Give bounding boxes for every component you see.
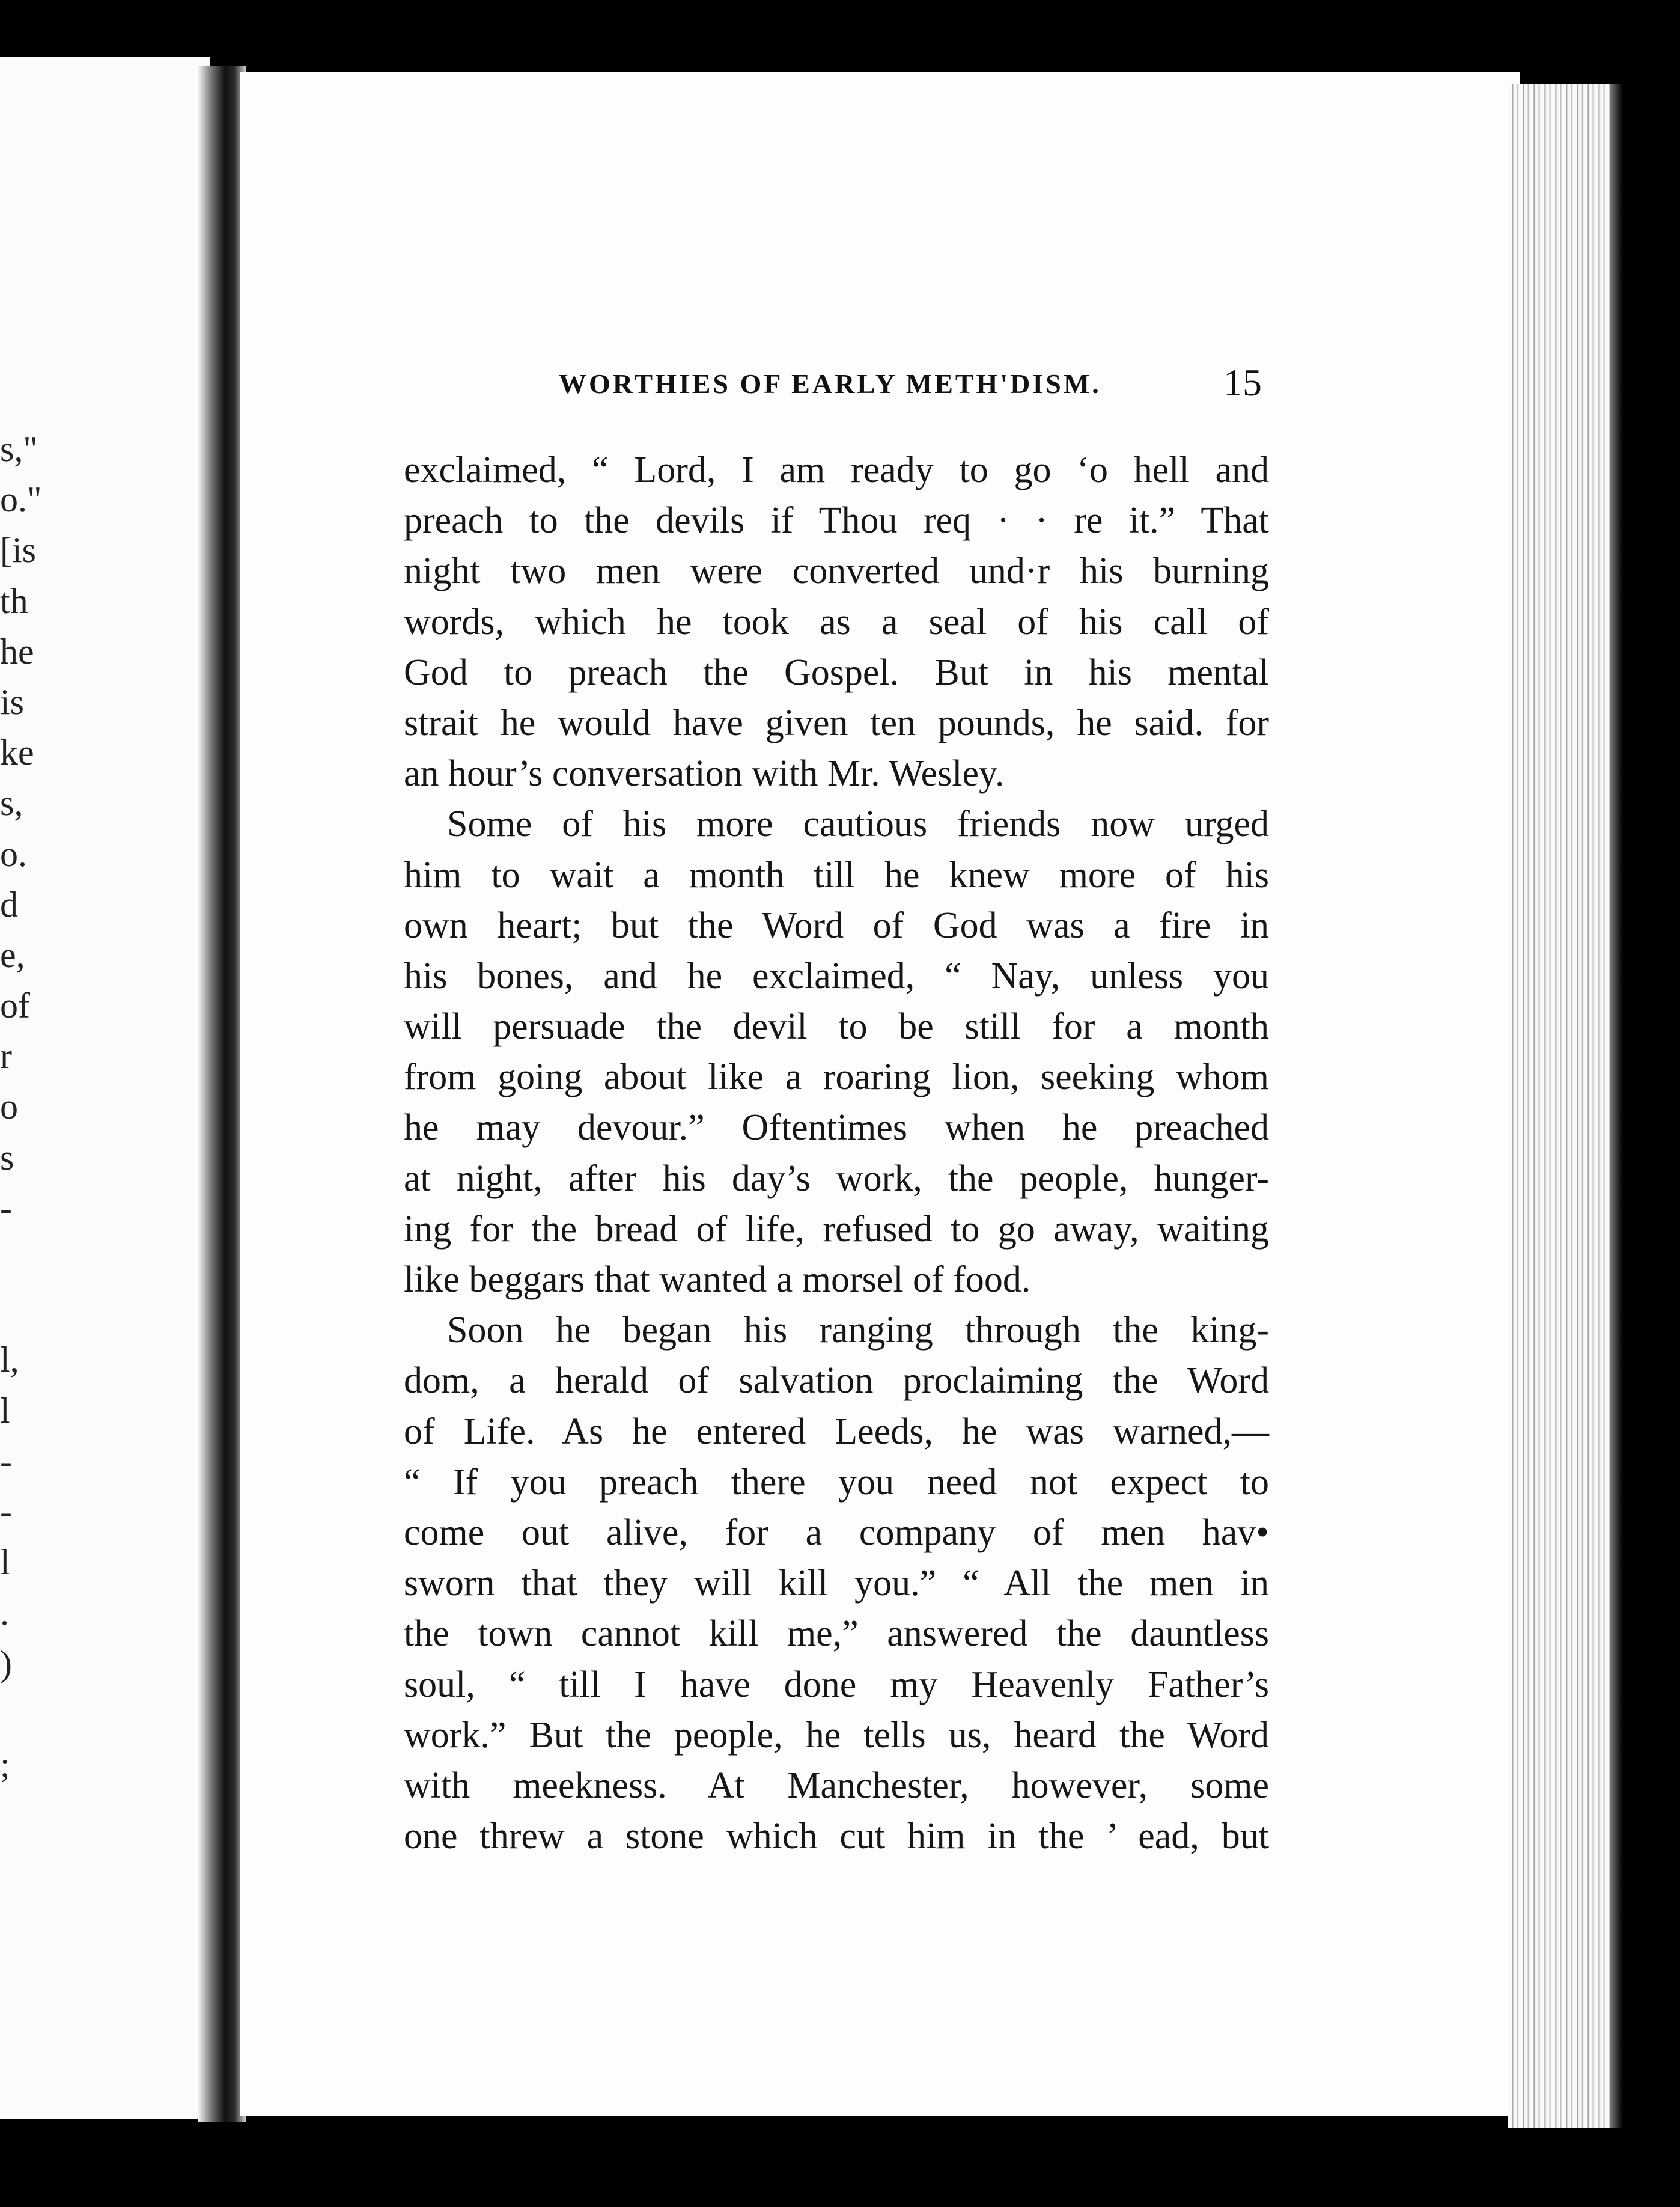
- left-fragment: l: [0, 1390, 10, 1430]
- book-gutter-shadow: [198, 66, 246, 2122]
- left-fragment: is: [0, 682, 25, 722]
- left-fragment: r: [0, 1036, 12, 1076]
- left-fragment: s,: [0, 783, 23, 823]
- left-fragment: o: [0, 1087, 18, 1127]
- text-line: God to preach the Gospel. But in his mental: [404, 652, 1269, 693]
- text-line: Some of his more cautious friends now urged: [447, 804, 1269, 845]
- left-fragment: he: [0, 631, 34, 671]
- text-line: work.” But the people, he tells us, heard the Word: [404, 1714, 1269, 1756]
- left-fragment: ;: [0, 1744, 10, 1784]
- text-line: will persuade the devil to be still for a month: [404, 1006, 1269, 1048]
- text-line: come out alive, for a company of men hav•: [404, 1512, 1269, 1553]
- page-edge-shadow: [1610, 84, 1622, 2128]
- text-line: own heart; but the Word of God was a fire in: [404, 905, 1269, 946]
- left-fragment: [0, 1840, 78, 1891]
- text-line: like beggars that wanted a morsel of food.: [404, 1259, 1031, 1300]
- left-fragment: ): [0, 1643, 12, 1683]
- text-line: one threw a stone which cut him in the ’ ead, but: [404, 1816, 1269, 1857]
- left-fragment: .: [0, 1593, 9, 1633]
- left-fragment: -: [0, 1188, 12, 1228]
- text-line: strait he would have given ten pounds, he said. for: [404, 702, 1269, 743]
- text-line: from going about like a roaring lion, seeking whom: [404, 1057, 1269, 1098]
- left-fragment: o.: [0, 834, 27, 874]
- left-fragment: th: [0, 581, 28, 621]
- left-fragment: [0, 1233, 78, 1284]
- text-line: ing for the bread of life, refused to go away, waiting: [404, 1208, 1269, 1250]
- page-number: 15: [1223, 361, 1262, 404]
- text-line: he may devour.” Oftentimes when he preached: [404, 1107, 1269, 1149]
- text-line: soul, “ till I have done my Heavenly Father’s: [404, 1664, 1269, 1705]
- text-line: the town cannot kill me,” answered the dauntless: [404, 1613, 1269, 1655]
- text-line: with meekness. At Manchester, however, some: [404, 1765, 1269, 1806]
- text-line: at night, after his day’s work, the people, hunger-: [404, 1158, 1269, 1199]
- left-fragment: of: [0, 986, 30, 1026]
- left-fragment: d: [0, 884, 18, 924]
- left-fragment: [0, 1790, 78, 1840]
- header-title: WORTHIES OF EARLY METH'DISM.: [559, 368, 1101, 399]
- running-header: [553, 361, 1274, 409]
- text-line: night two men were converted und·r his burning: [404, 551, 1269, 592]
- left-fragment: [is: [0, 530, 36, 570]
- text-line: “ If you preach there you need not expect to: [404, 1461, 1269, 1503]
- left-fragment: e,: [0, 935, 25, 975]
- text-line: preach to the devils if Thou req · · re it.” That: [404, 500, 1269, 542]
- left-fragment: [0, 1284, 78, 1334]
- left-fragment: [0, 1891, 78, 1941]
- text-line: an hour’s conversation with Mr. Wesley.: [404, 753, 1005, 795]
- left-fragment: [0, 1689, 78, 1739]
- text-line: dom, a herald of salvation proclaiming the Word: [404, 1360, 1269, 1402]
- text-line: of Life. As he entered Leeds, he was warned,—: [404, 1411, 1269, 1452]
- left-fragment: s: [0, 1137, 14, 1177]
- left-fragment: -: [0, 1491, 12, 1531]
- text-line: words, which he took as a seal of his call of: [404, 601, 1269, 643]
- text-line: Soon he began his ranging through the king-: [447, 1310, 1269, 1351]
- left-fragment: ke: [0, 733, 34, 773]
- left-fragment: o.": [0, 480, 42, 520]
- left-page-text-fragments: [0, 424, 78, 1942]
- left-fragment: l,: [0, 1340, 19, 1380]
- text-line: his bones, and he exclaimed, “ Nay, unless you: [404, 955, 1269, 997]
- left-fragment: l: [0, 1542, 10, 1583]
- body-text: [404, 445, 1269, 1861]
- left-fragment: s,": [0, 429, 38, 469]
- left-fragment: -: [0, 1441, 12, 1481]
- page-edges: [1508, 84, 1616, 2128]
- text-line: him to wait a month till he knew more of his: [404, 854, 1269, 896]
- text-line: exclaimed, “ Lord, I am ready to go ‘o hell and: [404, 450, 1269, 490]
- text-line: sworn that they will kill you.” “ All the men in: [404, 1563, 1269, 1604]
